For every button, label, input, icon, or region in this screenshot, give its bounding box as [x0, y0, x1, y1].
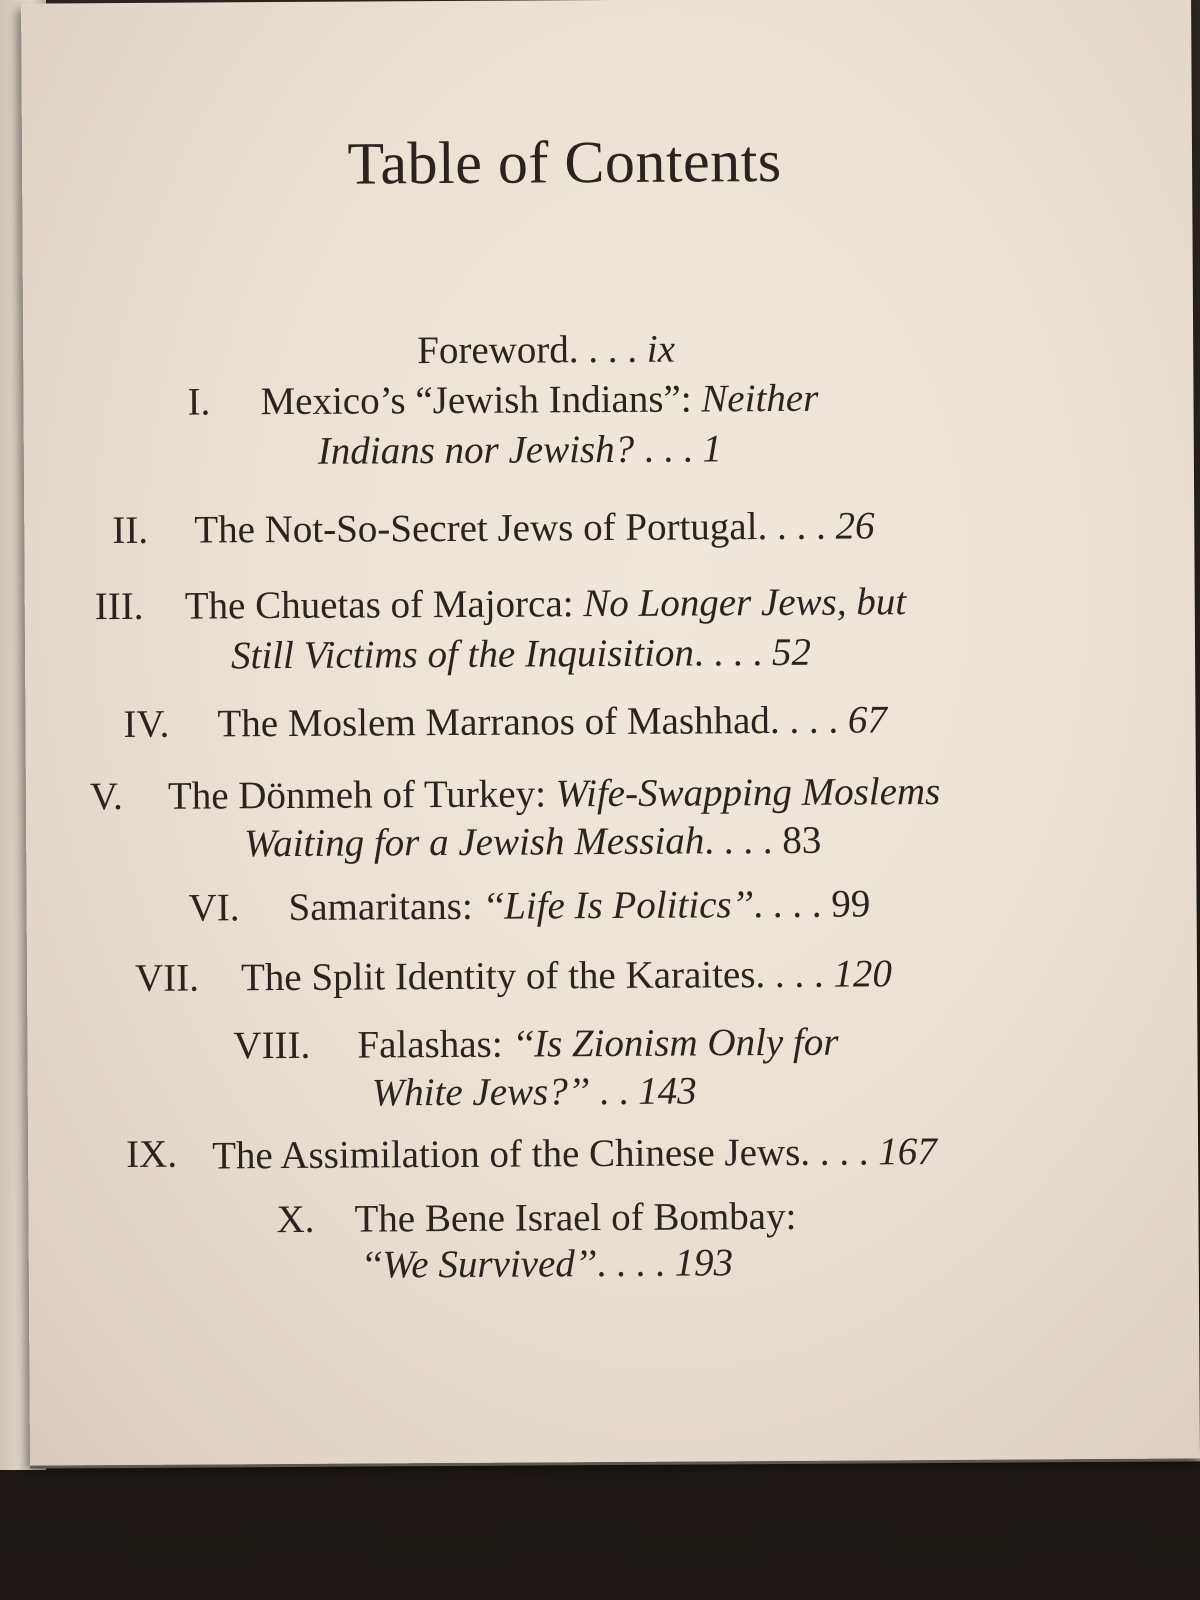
page-title: Table of Contents: [347, 127, 782, 197]
toc-entry-title: The Split Identity of the Karaites: [240, 953, 756, 1000]
toc-entry-3-line-1: [184, 580, 907, 628]
toc-entry-title: The Chuetas of Majorca:: [184, 582, 584, 628]
toc-entry-subtitle: Still Victims of the Inquisition: [230, 631, 695, 678]
toc-entry-title: Falashas:: [357, 1022, 513, 1067]
toc-entry-1-line-2: [317, 427, 723, 473]
toc-leader: . . .: [772, 882, 822, 927]
toc-page-number: 67: [847, 698, 887, 742]
toc-leader: . . .: [713, 631, 763, 675]
toc-leader: . .: [599, 1069, 629, 1114]
toc-entry-5: [89, 774, 123, 819]
toc-page-number: 99: [831, 882, 871, 926]
toc-entry-title: The Not-So-Secret Jews of Portugal: [194, 505, 758, 552]
toc-numeral: X.: [276, 1197, 315, 1242]
toc-page-number: ix: [646, 327, 676, 371]
toc-entry-subtitle: ‘‘Life Is Politics’’: [482, 883, 754, 928]
toc-numeral: I.: [187, 380, 211, 424]
toc-page-number: 52: [771, 630, 812, 675]
toc-leader: . . .: [819, 1130, 869, 1174]
toc-entry-title: Mexico’s “Jewish Indians”:: [260, 377, 702, 424]
toc-entry-10-line-2: ‘‘We Survived’’. . . . 193: [360, 1241, 734, 1287]
toc-entry-10: [276, 1197, 315, 1242]
toc-numeral: II.: [112, 508, 149, 553]
toc-entry-1-line-1: [260, 376, 819, 424]
toc-entry-9-line-1: The Assimilation of the Chinese Jews. . . . 167: [211, 1130, 937, 1178]
toc-entry-3-line-2: Still Victims of the Inquisition. . . . 52: [230, 630, 812, 678]
toc-entry-4: [123, 702, 170, 746]
toc-entry-10-line-1: [354, 1194, 797, 1241]
toc-entry-7: [134, 956, 200, 1000]
toc-leader: . . .: [789, 698, 839, 742]
toc-entry-6: [188, 886, 240, 930]
toc-entry-title: Foreword: [417, 328, 569, 373]
toc-entry-7-line-1: The Split Identity of the Karaites. . . . 120: [240, 952, 893, 1000]
toc-entry-subtitle: Indians nor Jewish?: [317, 427, 635, 473]
toc-page-number: 83: [782, 818, 822, 862]
toc-page-number: 143: [638, 1069, 697, 1113]
toc-entry-subtitle: ‘‘We Survived’’: [360, 1242, 597, 1287]
toc-numeral: VII.: [134, 956, 200, 1000]
toc-entry-8-line-1: [357, 1020, 839, 1067]
toc-page-number: 1: [702, 427, 723, 471]
toc-entry-2: [112, 508, 149, 553]
toc-leader: .: [568, 328, 579, 372]
toc-leader: . . .: [723, 819, 773, 863]
toc-page-number: 26: [835, 504, 875, 548]
toc-numeral: V.: [89, 774, 123, 819]
toc-entry-3: [94, 584, 144, 629]
toc-entry-8-line-2: [371, 1069, 697, 1115]
toc-numeral: III.: [94, 584, 144, 629]
toc-entry-9: [125, 1132, 178, 1176]
toc-page-number: 167: [878, 1130, 937, 1174]
toc-entry-subtitle: No Longer Jews, but: [583, 580, 907, 626]
toc-entry-title: Samaritans:: [288, 884, 483, 929]
toc-page-number: 193: [674, 1241, 734, 1285]
toc-leader: . . .: [643, 427, 693, 471]
toc-entry-subtitle: ‘‘Is Zionism Only for: [512, 1020, 839, 1066]
toc-numeral: VI.: [188, 886, 240, 930]
toc-entry-6-line-1: Samaritans: ‘‘Life Is Politics’’. . . . 99: [288, 882, 871, 929]
toc-entry-1: [187, 380, 211, 424]
toc-numeral: IV.: [123, 702, 170, 746]
book-page: [21, 0, 1200, 1466]
toc-entry-foreword: [417, 327, 676, 373]
toc-entry-subtitle: Neither: [701, 376, 819, 421]
toc-leader: . . .: [615, 1241, 665, 1285]
toc-entry-5-line-1: [168, 772, 941, 816]
toc-leader: . . .: [776, 504, 826, 548]
toc-leader: . . .: [774, 952, 824, 997]
toc-entry-4-line-1: The Moslem Marranos of Mashhad. . . . 67: [217, 698, 887, 746]
toc-entry-2-line-1: The Not-So-Secret Jews of Portugal. . . . 26: [194, 504, 875, 552]
toc-entry-5-line-2: Waiting for a Jewish Messiah. . . . 83: [244, 818, 822, 866]
toc-entry-title: The Moslem Marranos of Mashhad: [217, 699, 770, 746]
toc-numeral: IX.: [125, 1132, 178, 1176]
toc-entry-title: The Assimilation of the Chinese Jews: [211, 1130, 801, 1178]
toc-numeral: VIII.: [233, 1023, 311, 1068]
toc-leader: . . .: [588, 327, 638, 372]
toc-entry-subtitle: Wife-Swapping Moslems: [555, 770, 941, 816]
toc-entry-8: [233, 1023, 311, 1068]
toc-page-number: 120: [833, 952, 893, 996]
toc-entry-title: The Bene Israel of Bombay:: [354, 1194, 797, 1241]
toc-entry-title: The Dönmeh of Turkey:: [167, 772, 556, 818]
toc-entry-subtitle: White Jews?’’: [371, 1070, 590, 1115]
toc-entry-subtitle: Waiting for a Jewish Messiah: [244, 819, 705, 866]
